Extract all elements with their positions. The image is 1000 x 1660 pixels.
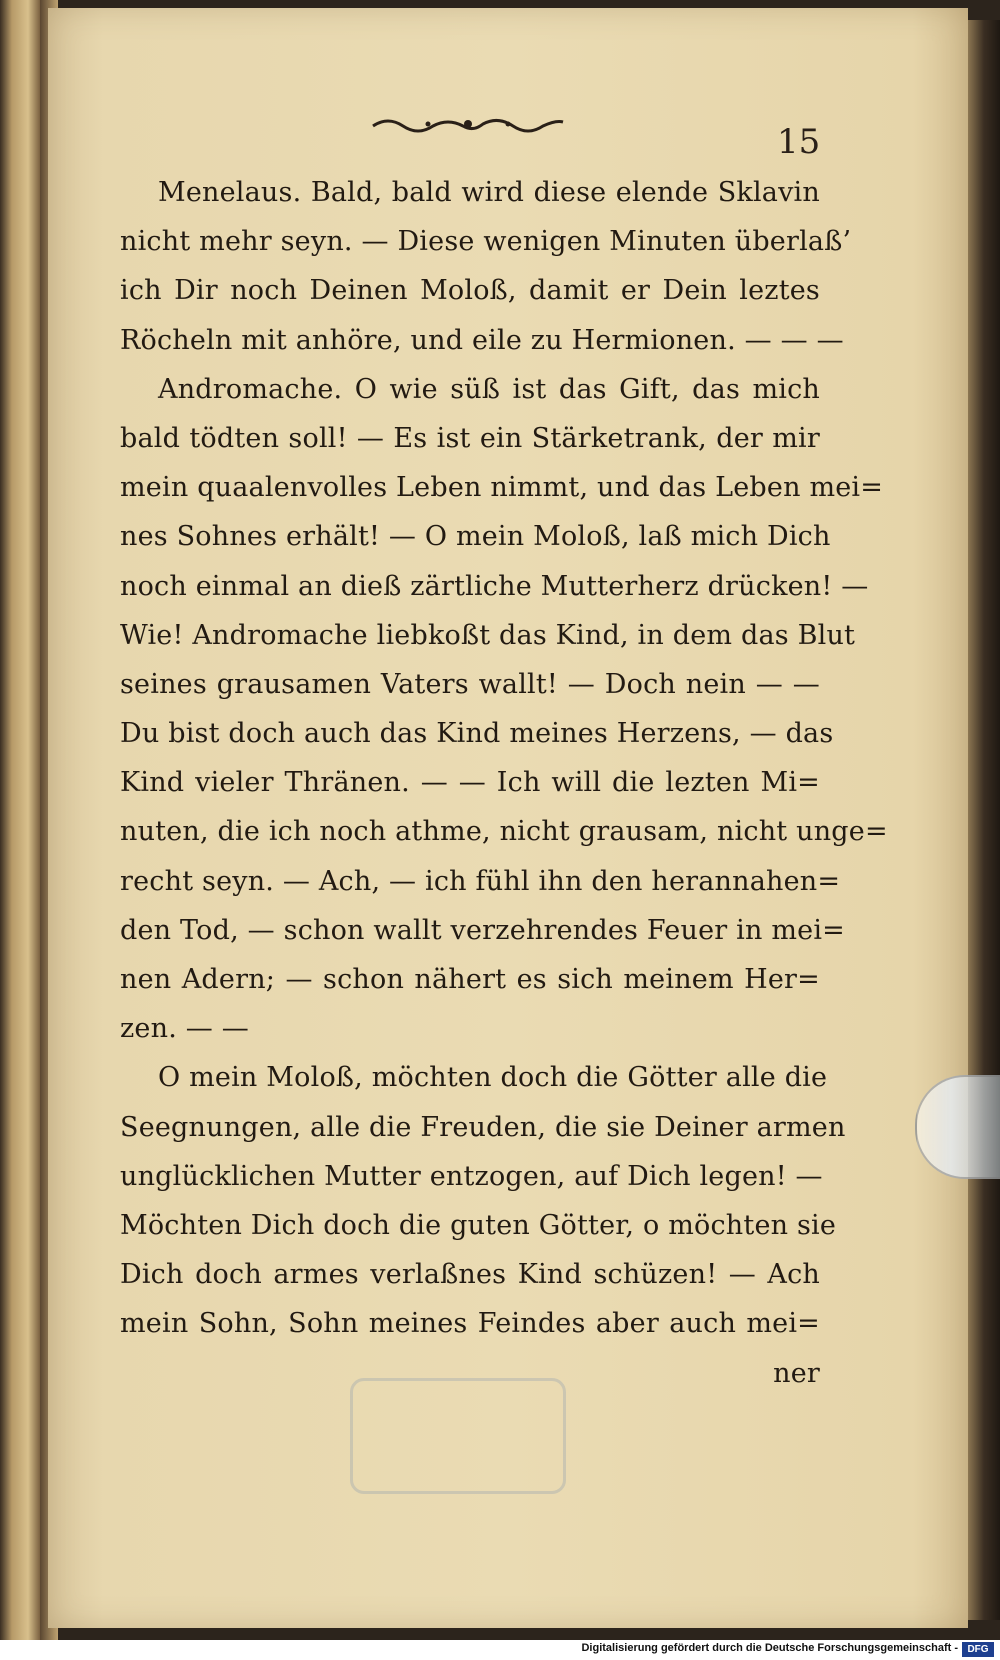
text-line: Wie! Andromache liebkoßt das Kind, in dem das Blut — [120, 619, 856, 651]
body-text — [120, 168, 888, 1398]
text-line: unglücklichen Mutter entzogen, auf Dich legen! — — [120, 1160, 823, 1192]
faded-library-stamp — [350, 1378, 566, 1494]
page-clip — [915, 1075, 1000, 1179]
text-line: nicht mehr seyn. — Diese wenigen Minuten überlaß’ — [120, 226, 852, 258]
text-line: ich Dir noch Deinen Moloß, damit er Dein leztes — [120, 275, 820, 307]
text-line: bald tödten soll! — Es ist ein Stärketrank, der mir — [120, 422, 820, 454]
previous-page-edge — [0, 0, 40, 1640]
text-line: Röcheln mit anhöre, und eile zu Hermionen. — — — — [120, 324, 844, 356]
digitization-footer — [0, 1640, 1000, 1660]
text-line: seines grausamen Vaters wallt! — Doch nein — — — [120, 668, 820, 700]
text-line: Du bist doch auch das Kind meines Herzens, — das — [120, 718, 834, 750]
text-line: Menelaus. Bald, bald wird diese elende Sklavin — [158, 177, 820, 208]
text-line: zen. — — — [120, 1013, 249, 1045]
text-line: nes Sohnes erhält! — O mein Moloß, laß mich Dich — [120, 521, 831, 553]
catchword: ner — [773, 1357, 820, 1389]
dfg-logo: DFG — [962, 1642, 994, 1657]
text-line: den Tod, — schon wallt verzehrendes Feuer in mei= — [120, 914, 845, 946]
text-line: nuten, die ich noch athme, nicht grausam, nicht unge= — [120, 816, 888, 848]
text-line: mein quaalenvolles Leben nimmt, und das Leben mei= — [120, 472, 884, 504]
text-line: O mein Moloß, möchten doch die Götter alle die — [158, 1062, 828, 1094]
text-line: Kind vieler Thränen. — — Ich will die lezten Mi= — [120, 767, 820, 799]
text-line: Seegnungen, alle die Freuden, die sie Deiner armen — [120, 1111, 846, 1143]
text-line: noch einmal an dieß zärtliche Mutterherz drücken! — — [120, 570, 869, 602]
text-line: nen Adern; — schon nähert es sich meinem Her= — [120, 964, 820, 995]
text-line: recht seyn. — Ach, — ich fühl ihn den herannahen= — [120, 865, 841, 897]
ornament-divider-icon — [368, 112, 568, 136]
funding-credit: Digitalisierung gefördert durch die Deutsche Forschungsgemeinschaft - — [581, 1642, 958, 1654]
text-line: mein Sohn, Sohn meines Feindes aber auch mei= — [120, 1308, 820, 1340]
page-number: 15 — [777, 122, 821, 162]
text-line: Möchten Dich doch die guten Götter, o möchten sie — [120, 1209, 837, 1241]
text-line: Dich doch armes verlaßnes Kind schüzen! — Ach — [120, 1259, 820, 1291]
text-line: Andromache. O wie süß ist das Gift, das mich — [158, 373, 820, 405]
